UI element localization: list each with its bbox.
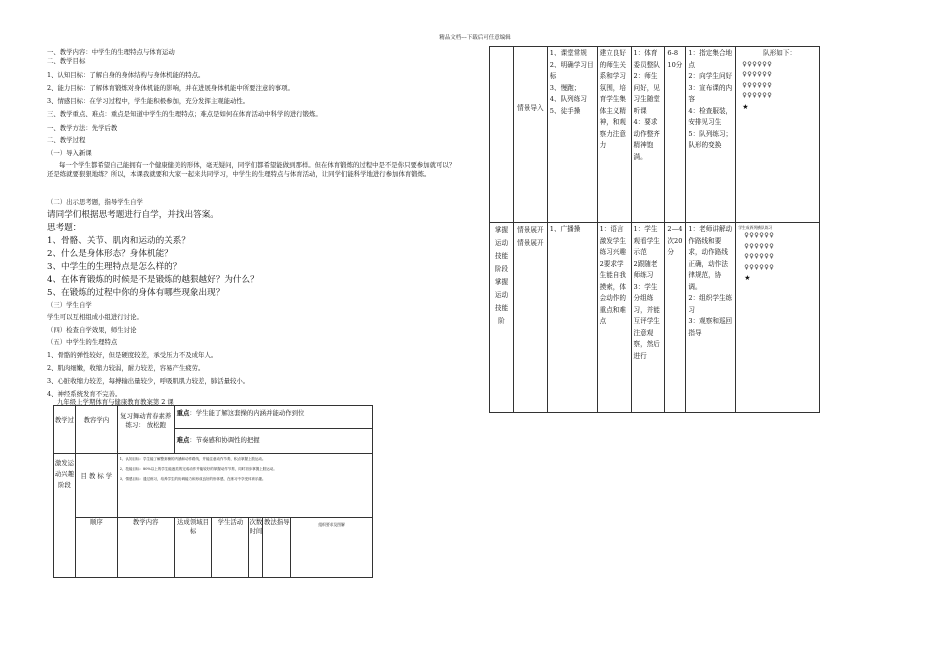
formation-row: ♀♀♀♀♀♀ [744,232,775,239]
question-5: 5、在锻炼的过程中你的身体有哪些现象出现？ [47,288,225,298]
line-goals: 二、教学目标 [47,57,86,65]
line-goal-1: 1、认知目标：了解自身的身体结构与身体机能的特点。 [47,71,205,79]
header-order: 顺序 [75,518,117,578]
feature-4: 4、神经系统发育不完善。 [47,390,122,398]
formation-row: ♀♀♀♀♀♀ [742,81,773,89]
key-label: 重点 [176,409,190,417]
formation-row: ♀♀♀♀♀♀ [744,242,775,250]
header-guidance: 教法指导 [263,518,291,578]
stage-label: 激发运动兴趣阶段 [54,454,76,578]
skill-method: 1：老师讲解动作路线和要求，动作路线正确，动作法律规范，协调。 2：组织学生练习 3：观察和巡回指导 [686,223,736,413]
line-features: （五）中学生的生理特点 [47,338,118,346]
stage-skill: 掌握运动技能阶段掌握运动技能阶 [490,223,514,413]
read-prompt: 请同学们根据思考题进行自学，并找出答案。 [47,210,219,220]
formation-row: ♀♀♀♀♀♀ [744,253,775,260]
header-organization: 组织要求及图解 [291,518,373,578]
key-text: ：学生能了解这套操的内涵并能动作到位 [189,409,305,417]
line-group: 学生可以互相组成小组进行讨论。 [47,313,143,321]
table2-content: 复习舞动青春素养练习： 放松跑 [117,406,174,454]
formation-row: ♀♀♀♀♀♀ [742,71,773,78]
goal-3: 3、情感目标：通过练习，培养学生的协调能力和形成良好的形体感，在练习中享受体育乐趣。 [119,477,266,481]
stage-intro: 情景导入 [513,47,547,223]
skill-content: 1、广播操 [547,223,597,413]
think-title: 思考题： [47,223,82,233]
intro-goal: 建立良好的师生关系和学习氛围，培育学生集体主义精神，和观察力注意力 [597,47,631,223]
header-domain: 达成领域目标 [174,518,212,578]
feature-3: 3、心脏收缩力较差，每搏输出量较少，呼吸肌肌力较差，肺活量较小。 [47,377,250,385]
question-3: 3、中学生的生理特点是怎么样的？ [47,262,182,272]
line-goal-3: 3、情感目标：在学习过程中，学生能积极参加，充分发挥主观能动性。 [47,97,250,105]
skill-time: 2—4次20分 [665,223,686,413]
skill-goal: 1：语言激发学生练习兴趣 2要求学生能自我摸索，体会动作的重点和难点 [597,223,631,413]
line-check: （四）检查自学效果，师生讨论 [47,326,137,334]
line-keypoints: 三、教学重点、难点：重点是知道中学生的生理特点；难点是如何在体育活动中科学的进行锻炼。 [47,110,322,118]
formation-row: ♀♀♀♀♀♀ [744,263,775,271]
intro-time: 6-8 10分 [665,47,686,223]
formation-title: 学生成四列横队练习 [738,225,773,230]
table2-col1: 教学过 [54,406,76,454]
teacher-star-icon: ★ [744,274,751,282]
header-times: 次数时间 [249,518,263,578]
intro-content: 1、课堂常规 2、明确学习目标 3、慢跑； 4、队列练习 5、徒手操 [547,47,597,223]
intro-method: 1：指定集合地点 2：向学生问好 3：宣布课的内容 4：检查服装，安排见习生 5：队列练习；队形的变换 [686,47,736,223]
formation-row: ♀♀♀♀♀♀ [742,60,773,68]
line-process: 二、教学过程 [47,136,86,144]
goal-label: 目 教 标 学 [75,454,117,518]
lesson-table [53,405,373,578]
question-4: 4、在体育锻炼的时候是不是锻炼的越狠越好？为什么？ [47,275,259,285]
formation-row: ♀♀♀♀♀♀ [742,92,773,99]
stage-scene: 情景展开情景展开 [513,223,547,413]
line-method: 一、教学方法：先学后教 [47,124,118,132]
header-content: 教学内容 [117,518,174,578]
skill-student-activity: 1：学生观看学生示范 2跟随老师练习 3：学生分组练习，并能互评学生注意观察，然后进行 [631,223,665,413]
line-content: 一、教学内容：中学生的生理特点与体育运动 [47,48,175,56]
line-self-study: （三）学生自学 [47,301,92,309]
teacher-star-icon: ★ [742,102,749,111]
goal-2: 2、技能目标：80%以上的学生能逐类的完成动作并能较好的掌握动作节奏，同时初步掌握上肢运动。 [119,467,277,471]
question-1: 1、骨骼、关节、肌肉和运动的关系？ [47,236,190,246]
table2-col2: 教容学内 [75,406,117,454]
intro-paragraph: 每一个学生都希望自己能拥有一个健康健美的形体，毫无疑问，同学们都希望能做到那样。但在体育锻炼的过程中是不是你只要参加就可以？还是练就要狠狠地练？所以，本课我就要和大家一起来共同学习，中学生的生理特点与体育活动，让同学们能科学地进行参加体育锻炼。 [47,161,456,179]
line-show-goal: （二）出示思考题，指导学生自学 [47,198,143,206]
intro-student-activity: 1：体育委员整队 2：师生问好，见习生随堂听课 4：要求动作整齐精神饱满。 [631,47,665,223]
line-intro: （一）导入新课 [47,149,92,157]
header-activity: 学生活动 [212,518,249,578]
line-goal-2: 2、能力目标：了解体育锻炼对身体机能的影响，并在进展身体机能中所要注意的事项。 [47,84,294,92]
lesson-plan-table [489,46,820,413]
formation-title: 队形如下： [763,49,797,57]
lesson-title: 九年级上学期体育与健康教育教案第 2 课 [57,398,174,406]
feature-2: 2、肌肉细嫩，收缩力较弱，耐力较差，容易产生疲劳。 [47,364,205,372]
goal-1: 1、认知目标：学生能了解整套操的内涵和动作路线，并能注意动作节奏，积点掌握上肢运动。 [119,457,266,461]
question-2: 2、什么是身体形态？身体机能？ [47,249,173,259]
feature-1: 1、骨骼的弹性较好，但是硬度较差，承受压力不及成年人。 [47,351,218,359]
page-header: 精品文档---下载后可任意编辑 [439,35,511,41]
difficulty-text: ：节奏感和协调性的把握 [189,436,260,444]
difficulty-label: 难点 [176,436,190,444]
